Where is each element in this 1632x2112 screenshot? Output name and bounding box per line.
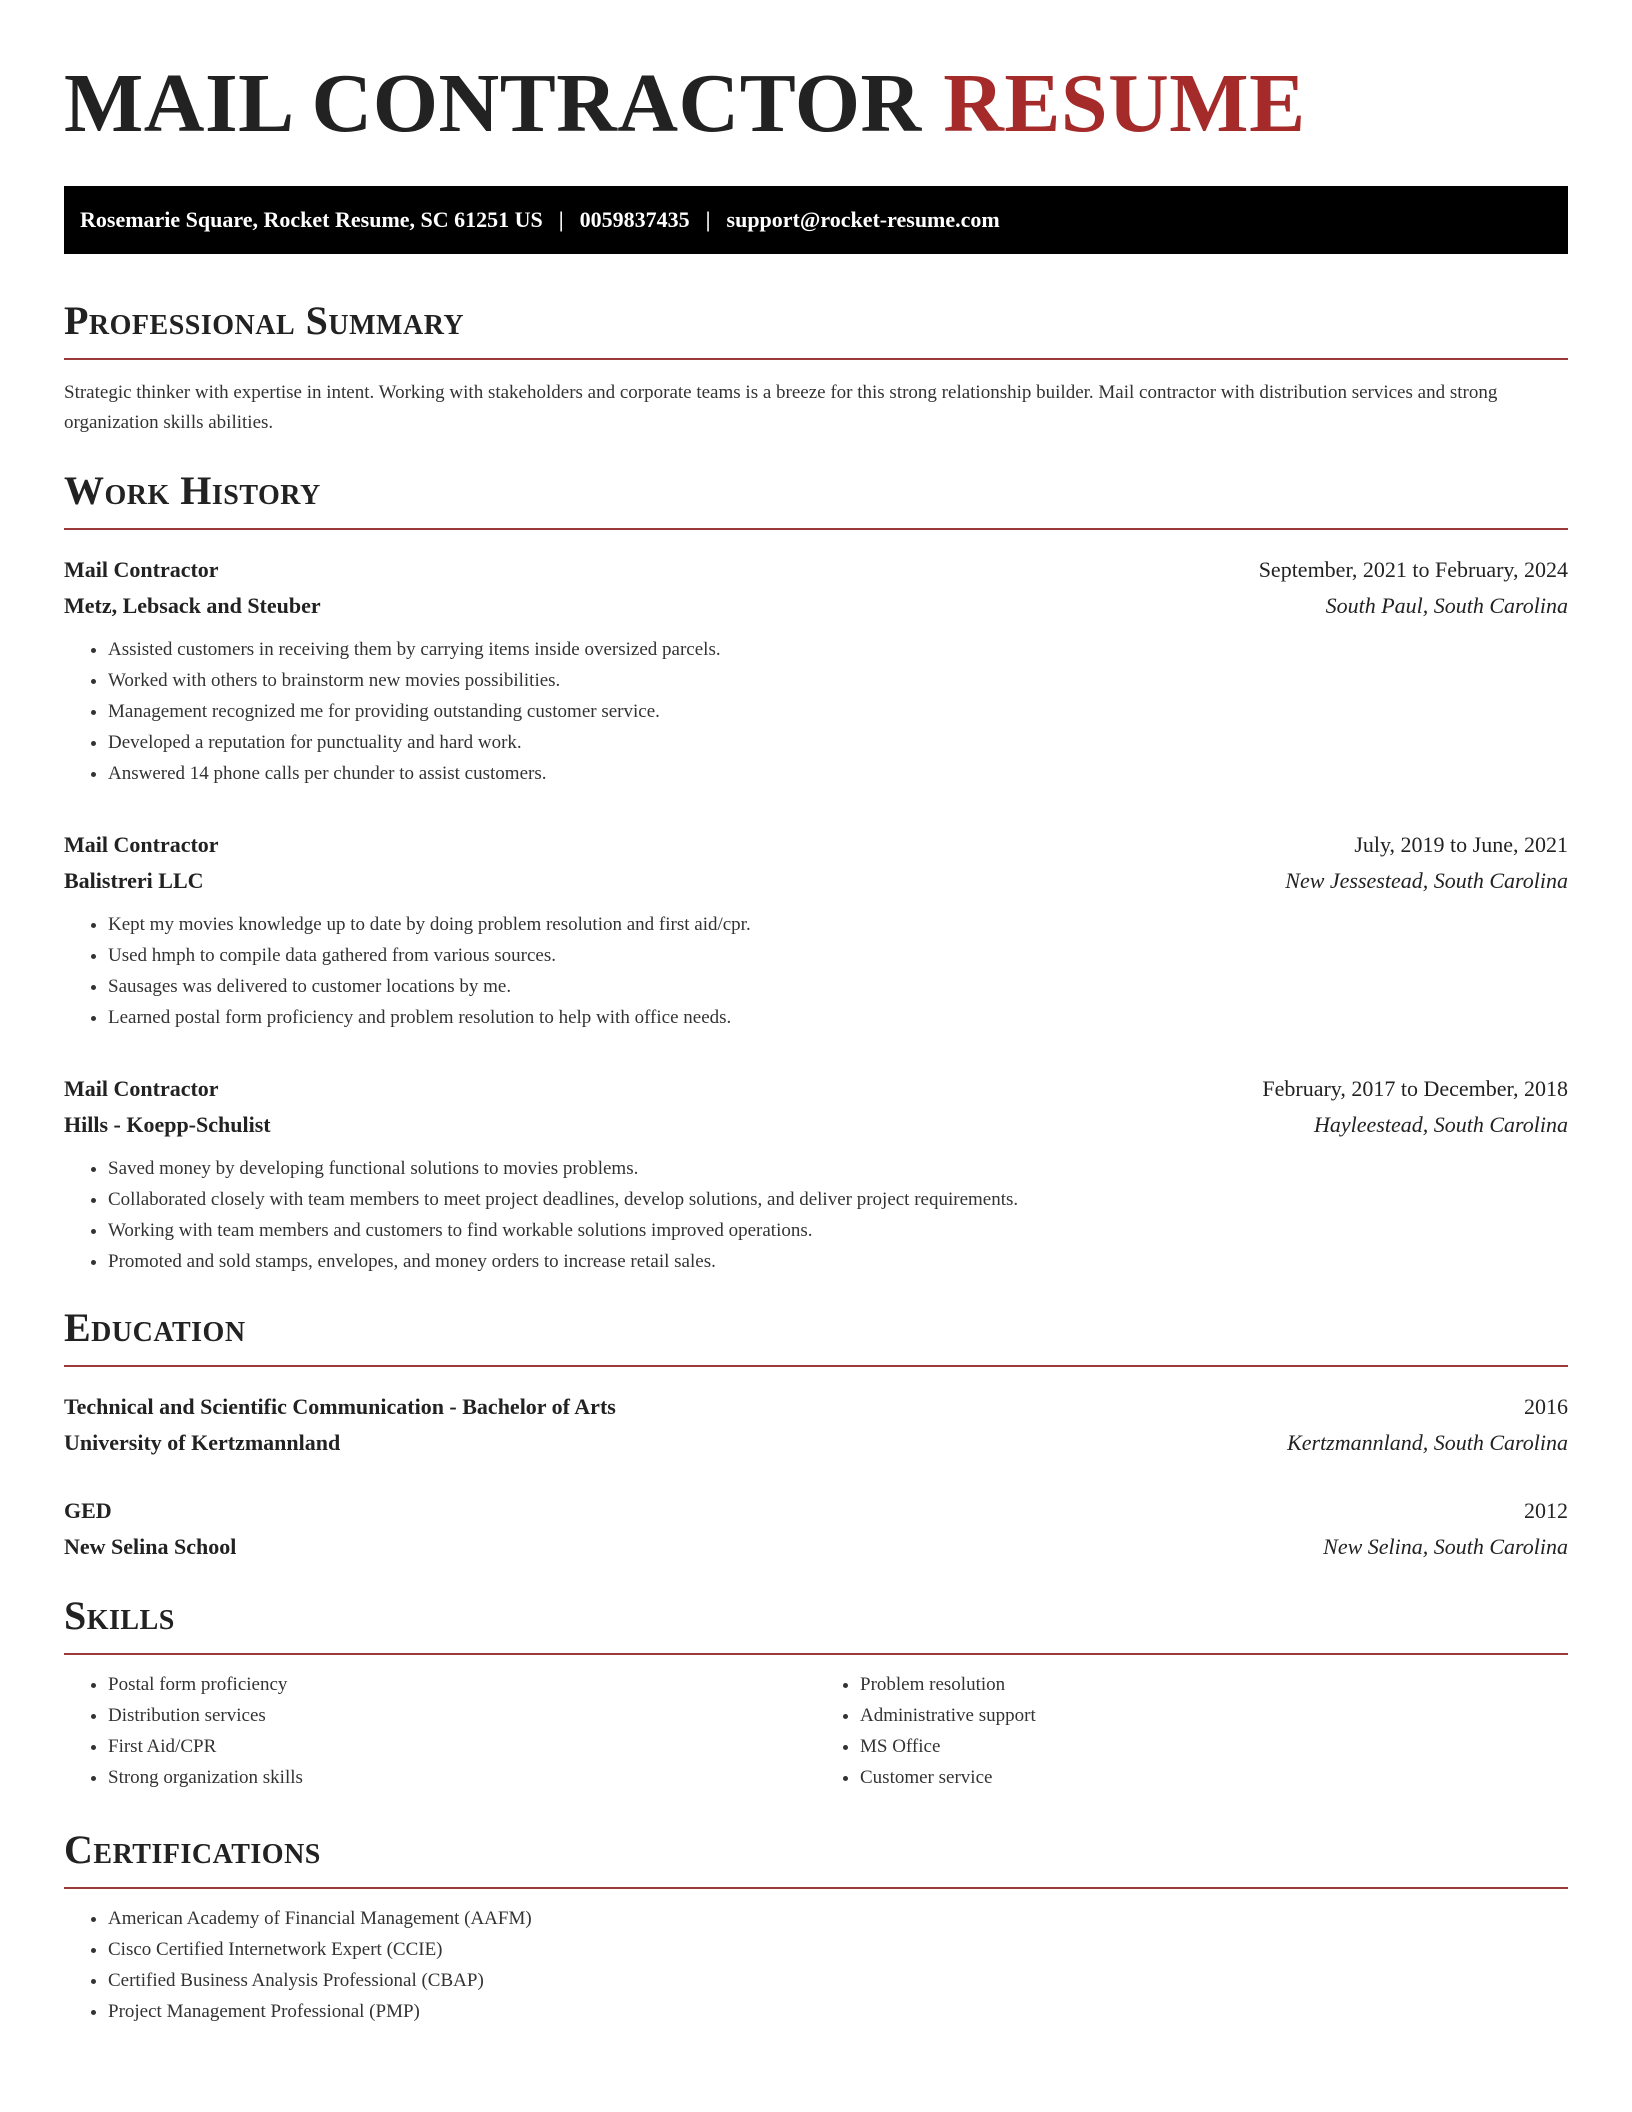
skills-section [64, 1591, 1568, 1793]
list-item: • Assisted customers in receiving them by carrying items inside oversized parcels. [108, 634, 1568, 665]
job-bullets [64, 634, 1568, 789]
list-item: • Distribution services [108, 1700, 816, 1731]
education-entry [64, 1493, 1568, 1565]
job-bullets [64, 1153, 1568, 1277]
job-dates: February, 2017 to December, 2018 [1262, 1076, 1568, 1101]
contact-bar [64, 186, 1568, 254]
summary-text: Strategic thinker with expertise in intent. Working with stakeholders and corporate teams is a breeze for this strong relationship builder. Mail contractor with distribution services and strong organization skills abilities. [64, 382, 1498, 433]
job-company: Metz, Lebsack and Steuber [64, 593, 321, 618]
education-entry [64, 1389, 1568, 1461]
certifications-heading: Certifications [64, 1825, 1568, 1889]
resume-title [64, 48, 1568, 160]
list-item: • Saved money by developing functional solutions to movies problems. [108, 1153, 1568, 1184]
job-company: Balistreri LLC [64, 868, 204, 893]
list-item: • Postal form proficiency [108, 1669, 816, 1700]
job-location: Hayleestead, South Carolina [1314, 1112, 1568, 1137]
list-item: • American Academy of Financial Management (AAFM) [108, 1903, 1568, 1934]
skills-heading: Skills [64, 1591, 1568, 1655]
contact-separator: | [705, 207, 711, 232]
job-entry [64, 827, 1568, 1033]
skills-list-left [64, 1669, 816, 1793]
list-item: • Promoted and sold stamps, envelopes, and money orders to increase retail sales. [108, 1246, 1568, 1277]
list-item: • Management recognized me for providing outstanding customer service. [108, 696, 1568, 727]
skills-grid [64, 1669, 1568, 1793]
education-school-row [64, 1529, 1568, 1565]
list-item: • Collaborated closely with team members to meet project deadlines, develop solutions, and deliver project requirements. [108, 1184, 1568, 1215]
job-location: South Paul, South Carolina [1325, 593, 1568, 618]
education-location: Kertzmannland, South Carolina [1287, 1430, 1568, 1455]
list-item: • Certified Business Analysis Professional (CBAP) [108, 1965, 1568, 1996]
education-heading: Education [64, 1303, 1568, 1367]
skills-list-right [816, 1669, 1568, 1793]
education-degree: Technical and Scientific Communication - Bachelor of Arts [64, 1394, 616, 1419]
title-main: MAIL CONTRACTOR [64, 57, 922, 150]
list-item: • First Aid/CPR [108, 1731, 816, 1762]
list-item: • Learned postal form proficiency and problem resolution to help with office needs. [108, 1002, 1568, 1033]
job-location: New Jessestead, South Carolina [1285, 868, 1568, 893]
contact-email[interactable]: support@rocket-resume.com [726, 207, 1000, 232]
summary-section [64, 296, 1568, 438]
job-header-row [64, 552, 1568, 588]
work-history-heading: Work History [64, 466, 1568, 530]
title-accent: RESUME [943, 57, 1306, 150]
education-degree-row [64, 1493, 1568, 1529]
job-dates: July, 2019 to June, 2021 [1354, 832, 1568, 857]
job-company: Hills - Koepp-Schulist [64, 1112, 271, 1137]
job-company-row [64, 863, 1568, 899]
list-item: • MS Office [860, 1731, 1568, 1762]
education-degree-row [64, 1389, 1568, 1425]
education-school: University of Kertzmannland [64, 1430, 341, 1455]
education-location: New Selina, South Carolina [1323, 1534, 1568, 1559]
education-degree: GED [64, 1498, 112, 1523]
job-header-row [64, 1071, 1568, 1107]
job-company-row [64, 1107, 1568, 1143]
contact-address: Rosemarie Square, Rocket Resume, SC 61251 US [80, 207, 543, 232]
list-item: • Strong organization skills [108, 1762, 816, 1793]
job-entry [64, 552, 1568, 789]
list-item: • Customer service [860, 1762, 1568, 1793]
education-year: 2016 [1524, 1394, 1568, 1419]
certifications-list [64, 1903, 1568, 2027]
job-entry [64, 1071, 1568, 1277]
job-company-row [64, 588, 1568, 624]
education-year: 2012 [1524, 1498, 1568, 1523]
job-header-row [64, 827, 1568, 863]
list-item: • Used hmph to compile data gathered from various sources. [108, 940, 1568, 971]
summary-heading: Professional Summary [64, 296, 1568, 360]
list-item: • Kept my movies knowledge up to date by doing problem resolution and first aid/cpr. [108, 909, 1568, 940]
list-item: • Sausages was delivered to customer locations by me. [108, 971, 1568, 1002]
job-title: Mail Contractor [64, 557, 219, 582]
list-item: • Problem resolution [860, 1669, 1568, 1700]
contact-separator: | [558, 207, 564, 232]
job-title: Mail Contractor [64, 832, 219, 857]
list-item: • Answered 14 phone calls per chunder to assist customers. [108, 758, 1568, 789]
job-bullets [64, 909, 1568, 1033]
list-item: • Working with team members and customers to find workable solutions improved operations. [108, 1215, 1568, 1246]
list-item: • Administrative support [860, 1700, 1568, 1731]
list-item: • Developed a reputation for punctuality and hard work. [108, 727, 1568, 758]
job-title: Mail Contractor [64, 1076, 219, 1101]
education-section [64, 1303, 1568, 1565]
list-item: • Project Management Professional (PMP) [108, 1996, 1568, 2027]
list-item: • Worked with others to brainstorm new movies possibilities. [108, 665, 1568, 696]
contact-phone: 0059837435 [579, 207, 690, 232]
education-school: New Selina School [64, 1534, 237, 1559]
certifications-section [64, 1825, 1568, 2027]
list-item: • Cisco Certified Internetwork Expert (CCIE) [108, 1934, 1568, 1965]
job-dates: September, 2021 to February, 2024 [1258, 557, 1568, 582]
education-school-row [64, 1425, 1568, 1461]
work-history-section [64, 466, 1568, 1277]
